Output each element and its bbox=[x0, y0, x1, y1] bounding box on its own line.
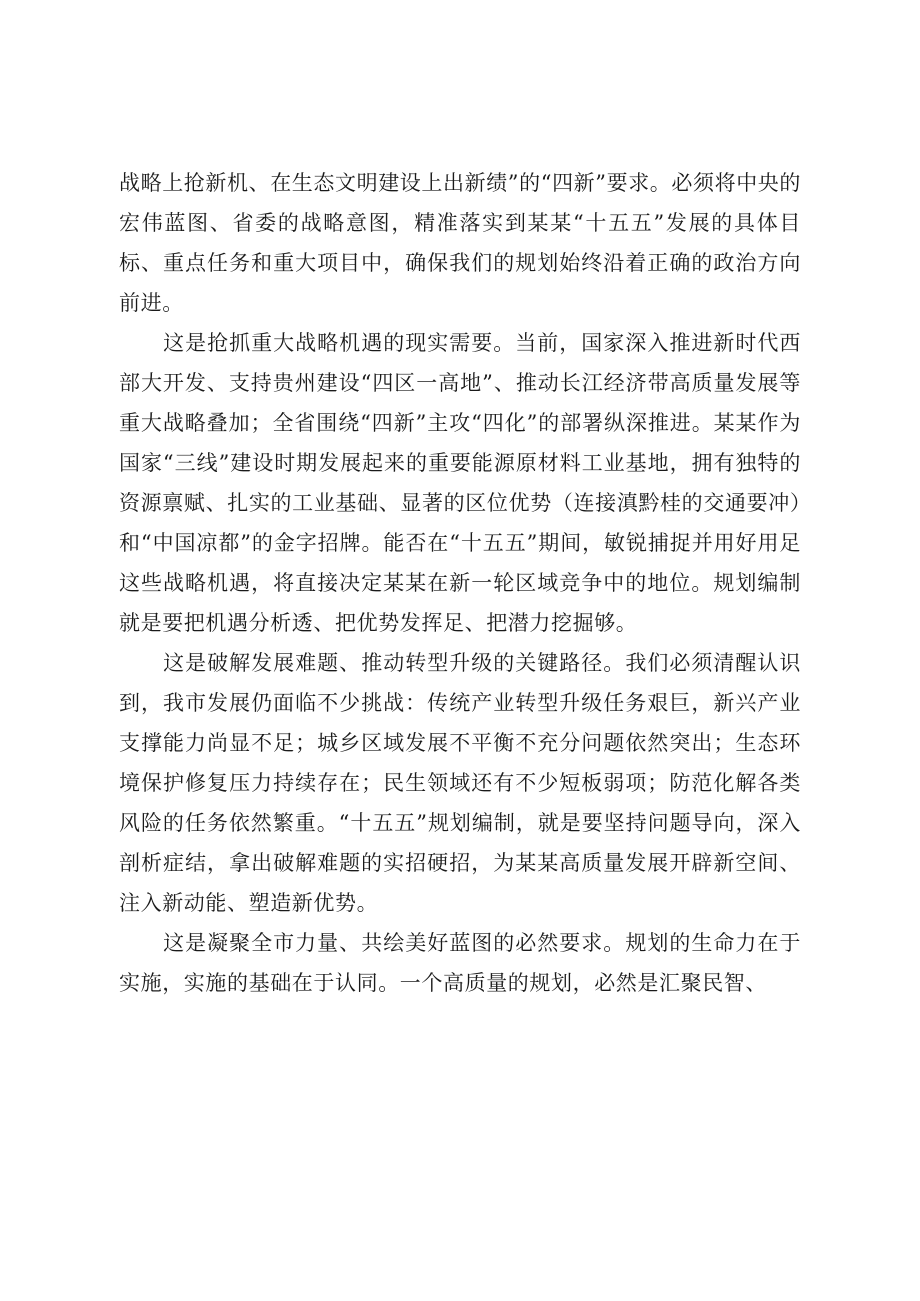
paragraph-consensus-blueprint: 这是凝聚全市力量、共绘美好蓝图的必然要求。规划的生命力在于实施，实施的基础在于认同。一个高质量的规划，必然是汇聚民智、 bbox=[119, 931, 801, 995]
paragraph-strategic-opportunity: 这是抢抓重大战略机遇的现实需要。当前，国家深入推进新时代西部大开发、支持贵州建设“四区一高地”、推动长江经济带高质量发展等重大战略叠加；全省围绕“四新”主攻“四化”的部署纵深推进。某某作为国家“三线”建设时期发展起来的重要能源原材料工业基地，拥有独特的资源禀赋、扎实的工业基础、显著的区位优势（连接滇黔桂的交通要冲）和“中国凉都”的金字招牌。能否在“十五五”期间，敏锐捕捉并用好用足这些战略机遇，将直接决定某某在新一轮区域竞争中的地位。规划编制就是要把机遇分析透、把优势发挥足、把潜力挖掘够。 bbox=[119, 331, 801, 635]
document-body bbox=[119, 163, 801, 1003]
paragraph-continued: 战略上抢新机、在生态文明建设上出新绩”的“四新”要求。必须将中央的宏伟蓝图、省委的战略意图，精准落实到某某“十五五”发展的具体目标、重点任务和重大项目中，确保我们的规划始终沿着正确的政治方向前进。 bbox=[119, 171, 802, 315]
paragraph-development-challenges: 这是破解发展难题、推动转型升级的关键路径。我们必须清醒认识到，我市发展仍面临不少挑战：传统产业转型升级任务艰巨，新兴产业支撑能力尚显不足；城乡区域发展不平衡不充分问题依然突出；生态环境保护修复压力持续存在；民生领域还有不少短板弱项；防范化解各类风险的任务依然繁重。“十五五”规划编制，就是要坚持问题导向，深入剖析症结，拿出破解难题的实招硬招，为某某高质量发展开辟新空间、注入新动能、塑造新优势。 bbox=[119, 651, 801, 915]
